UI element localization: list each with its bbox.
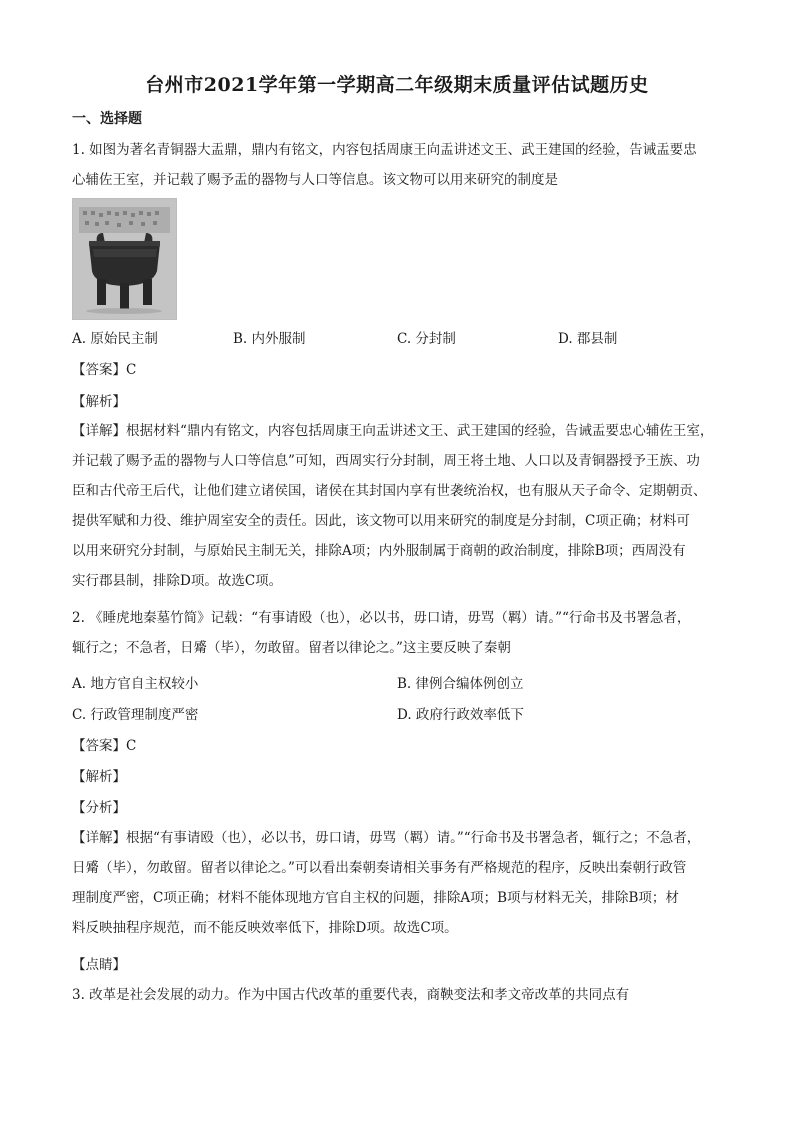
q1-detail-line-2: 并记载了赐予盂的器物与人口等信息”可知，西周实行分封制，周王将土地、人口以及青铜器授予王族、功: [72, 453, 700, 469]
q1-detail-line-6: 实行郡县制，排除D项。故选C项。: [72, 573, 283, 589]
q1-option-a: A. 原始民主制: [72, 331, 158, 347]
q3-stem-line-1: 3. 改革是社会发展的动力。作为中国古代改革的重要代表，商鞅变法和孝文帝改革的共同点有: [72, 987, 630, 1003]
q2-detail-line-1: 【详解】根据“有事请殴（也），必以书，毋口请，毋骂（羁）请。”“行命书及书署急者，辄行之；不急者，: [72, 830, 701, 846]
q2-option-b: B. 律例合编体例创立: [397, 676, 524, 692]
q2-detail-line-2: 日觱（毕），勿敢留。留者以律论之。”可以看出秦朝奏请相关事务有严格规范的程序，反映出秦朝行政管: [72, 860, 687, 876]
q2-option-c: C. 行政管理制度严密: [72, 707, 199, 723]
q2-stem-line-2: 辄行之；不急者，日觱（毕），勿敢留。留者以律论之。”这主要反映了秦朝: [72, 640, 511, 656]
q1-analysis-label: 【解析】: [72, 394, 126, 410]
q1-detail-line-1: 【详解】根据材料“鼎内有铭文，内容包括周康王向盂讲述文王、武王建国的经验，告诫盂要忠心辅佐王室，: [72, 423, 714, 439]
q1-answer: 【答案】C: [72, 362, 137, 378]
q1-option-c: C. 分封制: [397, 331, 456, 347]
page-title: 台州市2021学年第一学期高二年级期末质量评估试题历史: [145, 74, 649, 96]
q1-detail-line-5: 以用来研究分封制，与原始民主制无关，排除A项；内外服制属于商朝的政治制度，排除B项；西周没有: [72, 543, 686, 559]
q1-stem-line-2: 心辅佐王室，并记载了赐予盂的器物与人口等信息。该文物可以用来研究的制度是: [72, 172, 558, 188]
q1-detail-line-3: 臣和古代帝王后代，让他们建立诸侯国，诸侯在其封国内享有世袭统治权，也有服从天子命令、定期朝贡、: [72, 483, 707, 499]
q2-analysis-label: 【解析】: [72, 769, 126, 785]
q2-dianjing-label: 【点睛】: [72, 957, 126, 973]
q1-option-b: B. 内外服制: [233, 331, 306, 347]
q2-answer: 【答案】C: [72, 738, 137, 754]
q2-fenxi-label: 【分析】: [72, 800, 126, 816]
q2-option-d: D. 政府行政效率低下: [397, 707, 524, 723]
q2-option-a: A. 地方官自主权较小: [72, 676, 199, 692]
q1-option-d: D. 郡县制: [558, 331, 618, 347]
q2-detail-line-4: 料反映抽程序规范，而不能反映效率低下，排除D项。故选C项。: [72, 920, 458, 936]
q1-detail-line-4: 提供军赋和力役、维护周室安全的责任。因此，该文物可以用来研究的制度是分封制，C项正确；材料可: [72, 513, 690, 529]
q2-stem-line-1: 2. 《睡虎地秦墓竹简》记载：“有事请殴（也），必以书，毋口请，毋骂（羁）请。”“行命书及书署急者，: [72, 610, 691, 626]
section-heading: 一、选择题: [72, 111, 142, 127]
q1-stem-line-1: 1. 如图为著名青铜器大盂鼎，鼎内有铭文，内容包括周康王向盂讲述文王、武王建国的经验，告诫盂要忠: [72, 142, 697, 158]
q2-detail-line-3: 理制度严密，C项正确；材料不能体现地方官自主权的问题，排除A项；B项与材料无关，排除B项；材: [72, 890, 679, 906]
bronze-ding-photo: [72, 198, 177, 320]
